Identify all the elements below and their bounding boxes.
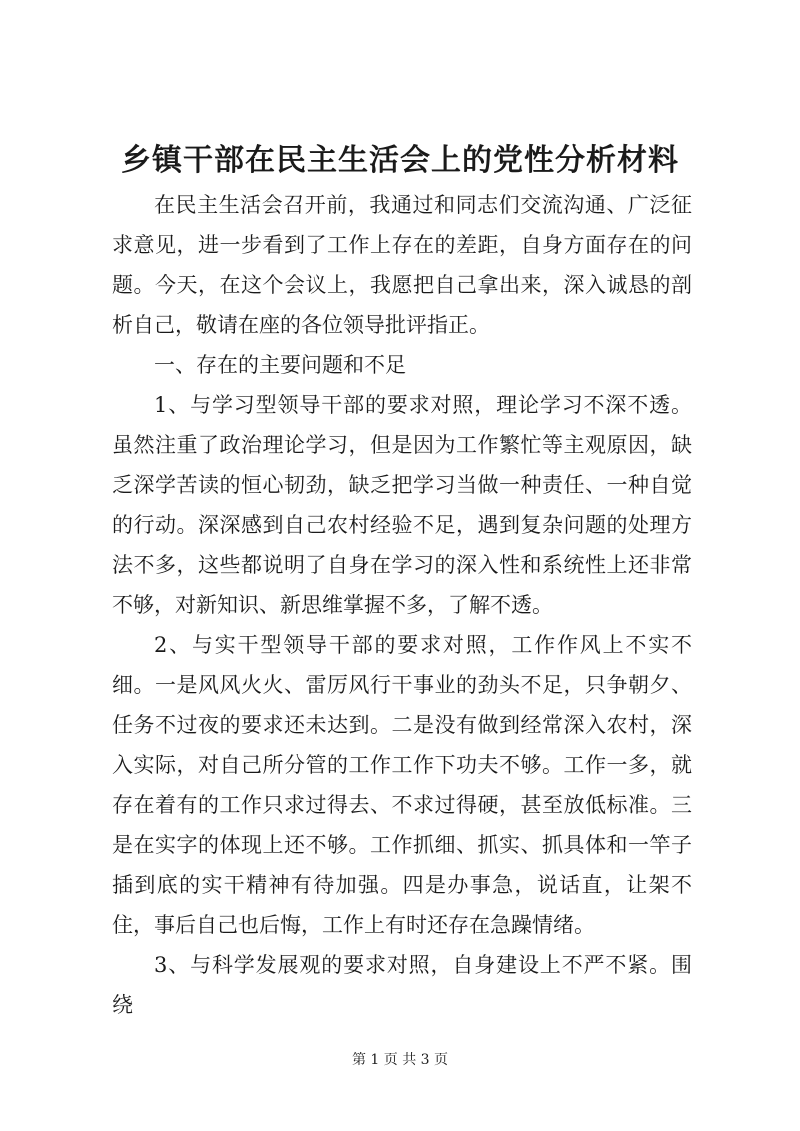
document-title: 乡镇干部在民主生活会上的党性分析材料 [121, 143, 679, 178]
paragraph-item-2: 2、与实干型领导干部的要求对照，工作作风上不实不细。一是风风火火、雷厉风行干事业的劲头不足，只争朝夕、任务不过夜的要求还未达到。二是没有做到经常深入农村，深入实际，对自己所分管的工作工作下功夫不够。工作一多，就存在着有的工作只求过得去、不求过得硬，甚至放低标准。三是在实字的体现上还不够。工作抓细、抓实、抓具体和一竿子插到底的实干精神有待加强。四是办事急，说话直，让架不住，事后自己也后悔，工作上有时还存在急躁情绪。 [112, 633, 692, 937]
paragraph-item-1: 1、与学习型领导干部的要求对照，理论学习不深不透。虽然注重了政治理论学习，但是因为工作繁忙等主观原因，缺乏深学苦读的恒心韧劲，缺乏把学习当做一种责任、一种自觉的行动。深深感到自己农村经验不足，遇到复杂问题的处理方法不多，这些都说明了自身在学习的深入性和系统性上还非常不够，对新知识、新思维掌握不多，了解不透。 [112, 393, 692, 617]
paragraph-item-3: 3、与科学发展观的要求对照，自身建设上不严不紧。围绕 [112, 953, 692, 1017]
section-heading: 一、存在的主要问题和不足 [154, 353, 406, 377]
page-footer: 第 1 页 共 3 页 [351, 1052, 449, 1068]
document-body [112, 185, 692, 1025]
intro-paragraph: 在民主生活会召开前，我通过和同志们交流沟通、广泛征求意见，进一步看到了工作上存在的差距，自身方面存在的问题。今天，在这个会议上，我愿把自己拿出来，深入诚恳的剖析自己，敬请在座的各位领导批评指正。 [112, 193, 692, 337]
